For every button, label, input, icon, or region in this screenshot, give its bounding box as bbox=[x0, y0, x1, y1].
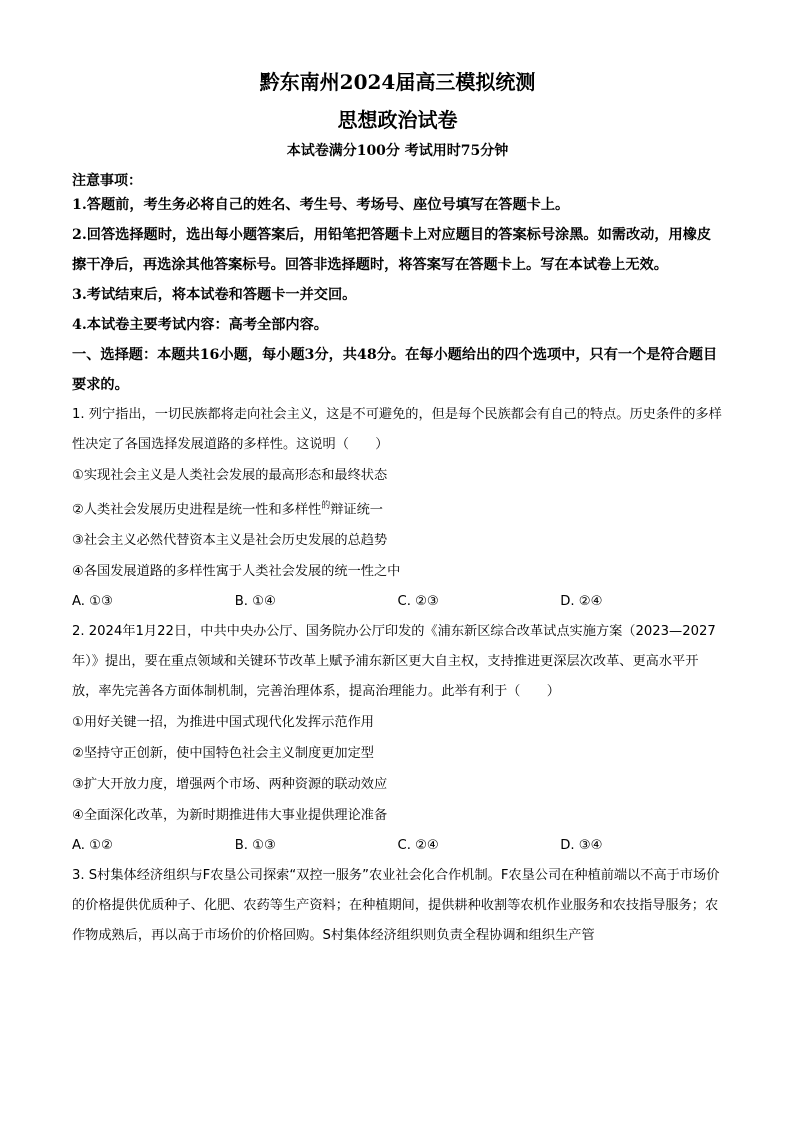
section-heading: 一、选择题：本题共16小题，每小题3分，共48分。在每小题给出的四个选项中，只有一个是符合题目要求的。 bbox=[72, 347, 718, 393]
question-1-stem: 1. 列宁指出，一切民族都将走向社会主义，这是不可避免的，但是每个民族都会有自己的特点。历史条件的多样性决定了各国选择发展道路的多样性。这说明（ ） bbox=[72, 407, 722, 452]
question-1-option-2 bbox=[72, 491, 723, 525]
question-2-option-1: ①用好关键一招，为推进中国式现代化发挥示范作用 bbox=[72, 715, 374, 731]
notice-item-2: 2.回答选择题时，选出每小题答案后，用铅笔把答题卡上对应题目的答案标号涂黑。如需改动，用橡皮擦干净后，再选涂其他答案标号。回答非选择题时，将答案写在答题卡上。写在本试卷上无效。 bbox=[72, 227, 712, 273]
question-1-option-3: ③社会主义必然代替资本主义是社会历史发展的总趋势 bbox=[72, 533, 388, 549]
question-1-choices bbox=[72, 587, 723, 617]
question-2-choices bbox=[72, 831, 723, 861]
question-1-choice-c: C. ②③ bbox=[397, 594, 439, 610]
question-2-choice-a: A. ①② bbox=[72, 838, 113, 854]
question-1-choice-b: B. ①④ bbox=[234, 594, 276, 610]
question-1-choice-a: A. ①③ bbox=[72, 594, 113, 610]
question-2-stem: 2. 2024年1月22日，中共中央办公厅、国务院办公厅印发的《浦东新区综合改革试点实施方案（2023—2027年）》提出，要在重点领域和关键环节改革上赋予浦东新区更大自主权，支持推进更深层次改革、更高水平开放，率先完善各方面体制机制，完善治理体系，提高治理能力。此举有利于（ ） bbox=[72, 624, 716, 700]
exam-info: 本试卷满分100分 考试用时75分钟 bbox=[286, 143, 509, 159]
notice-item-4: 4.本试卷主要考试内容：高考全部内容。 bbox=[72, 317, 328, 333]
notice-item-1: 1.答题前，考生务必将自己的姓名、考生号、考场号、座位号填写在答题卡上。 bbox=[72, 197, 570, 213]
question-2-choice-b: B. ①③ bbox=[234, 838, 276, 854]
notice-item-3: 3.考试结束后，将本试卷和答题卡一并交回。 bbox=[72, 287, 357, 303]
exam-title: 黔东南州2024届高三模拟统测 bbox=[259, 70, 536, 94]
question-1-option-2-text: ②人类社会发展历史进程是统一性和多样性 bbox=[72, 502, 322, 518]
question-2-choice-c: C. ②④ bbox=[397, 838, 439, 854]
question-1-option-2-small: 的 bbox=[321, 501, 331, 511]
question-1-option-1: ①实现社会主义是人类社会发展的最高形态和最终状态 bbox=[72, 468, 388, 483]
exam-subject: 思想政治试卷 bbox=[337, 108, 458, 132]
question-2-option-4: ④全面深化改革，为新时期推进伟大事业提供理论准备 bbox=[72, 808, 388, 824]
question-3-stem: 3. S村集体经济组织与F农垦公司探索“双控一服务”农业社会化合作机制。F农垦公司在种植前端以不高于市场价的价格提供优质种子、化肥、农药等生产资料；在种植期间，提供耕种收割等农机作业服务和农技指导服务；农作物成熟后，再以高于市场价的价格回购。S村集体经济组织则负责全程协调和组织生产管 bbox=[72, 868, 720, 944]
question-2-option-3: ③扩大开放力度，增强两个市场、两种资源的联动效应 bbox=[72, 777, 388, 793]
question-1-option-2-tail: 辩证统一 bbox=[330, 502, 383, 518]
notice-heading: 注意事项： bbox=[72, 173, 142, 189]
question-1-option-4: ④各国发展道路的多样性寓于人类社会发展的统一性之中 bbox=[72, 564, 401, 580]
question-2-choice-d: D. ③④ bbox=[560, 838, 603, 854]
question-2-option-2: ②坚持守正创新，使中国特色社会主义制度更加定型 bbox=[72, 746, 374, 762]
question-1-choice-d: D. ②④ bbox=[560, 594, 603, 610]
